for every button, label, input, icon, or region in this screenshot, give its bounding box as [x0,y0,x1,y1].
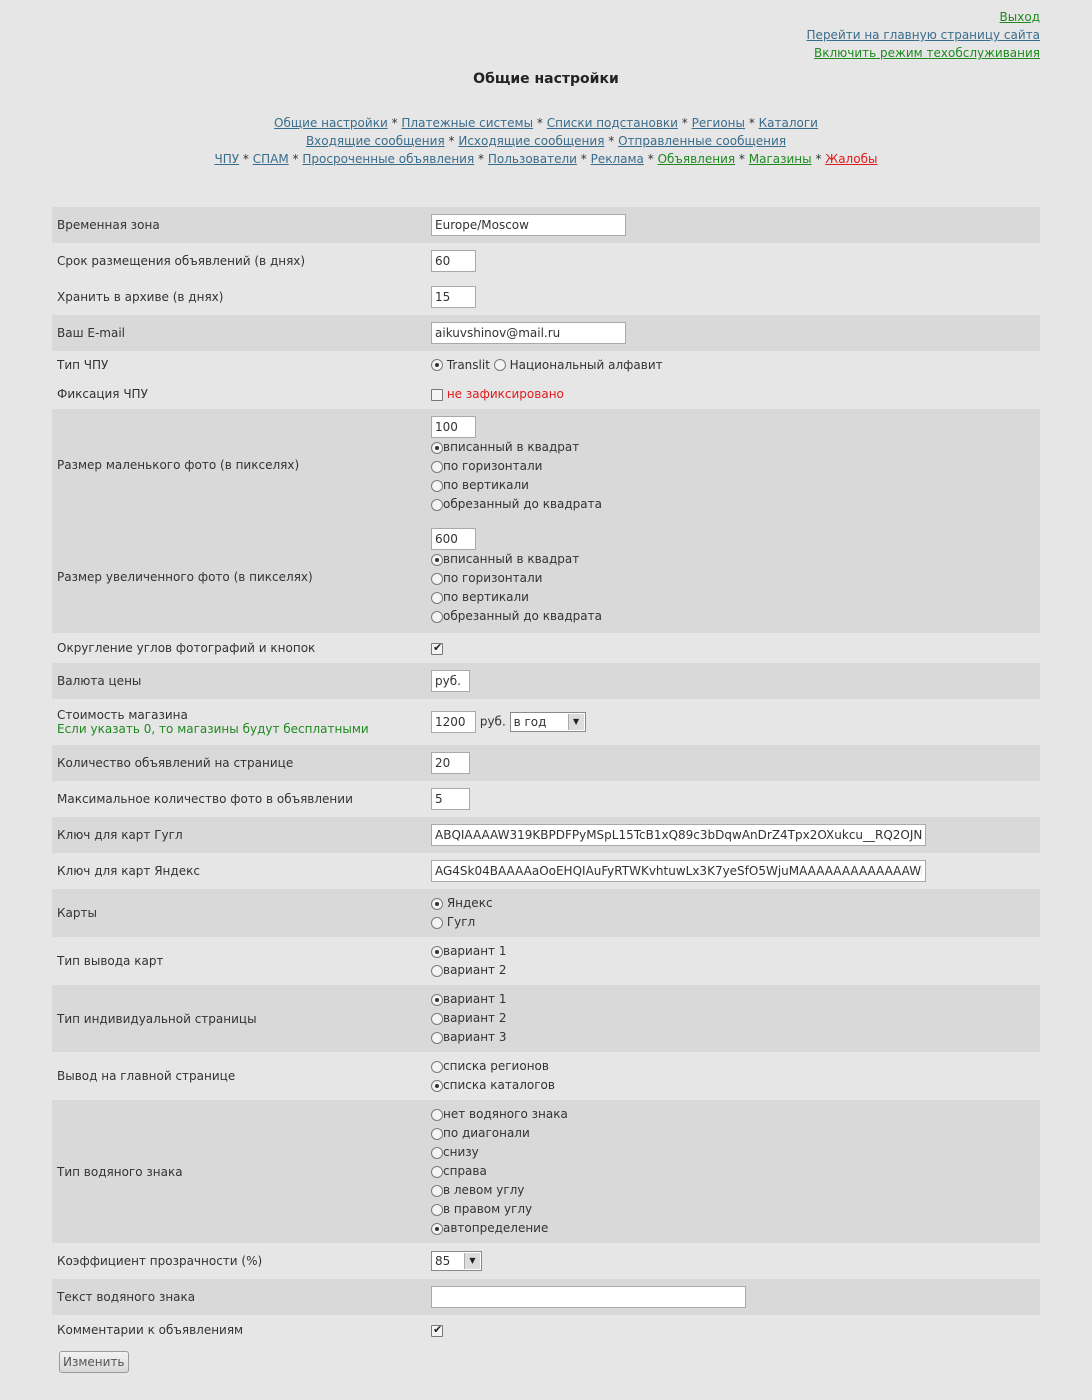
chpu-fix-status: не зафиксировано [446,387,564,401]
individual-page-2-radio[interactable] [431,1013,443,1025]
row-small-photo: Размер маленького фото (в пикселях) 100 вписанный в квадрат по горизонтали по вертикали обрезанный до квадрата [52,409,1040,521]
large-photo-crop-radio[interactable] [431,611,443,623]
small-photo-vert-radio[interactable] [431,480,443,492]
watermark-right-radio[interactable] [431,1166,443,1178]
currency-label: Валюта цены [52,663,426,699]
nav-shops[interactable]: Магазины [748,152,812,166]
row-max-photos [52,781,1040,817]
nav-catalogs[interactable]: Каталоги [758,116,818,130]
individual-page-1-radio[interactable] [431,994,443,1006]
chevron-down-icon: ▼ [568,714,584,730]
watermark-label: Тип водяного знака [52,1100,426,1243]
nav-incoming[interactable]: Входящие сообщения [305,134,445,148]
row-email [52,315,1040,351]
shop-cost-input[interactable] [431,711,476,733]
maps-yandex-radio[interactable] [431,898,443,910]
shop-period-select[interactable]: в год ▼ [510,712,586,732]
yandex-key-label: Ключ для карт Яндекс [52,853,426,889]
map-output-1-radio[interactable] [431,946,443,958]
maps-google-radio[interactable] [431,917,443,929]
individual-page-label: Тип индивидуальной страницы [52,985,426,1052]
page-title: Общие настройки [473,71,619,87]
chpu-fix-label: Фиксация ЧПУ [52,379,426,409]
watermark-text-label: Текст водяного знака [52,1279,426,1315]
nav-expired[interactable]: Просроченные объявления [302,152,475,166]
timezone-input[interactable] [431,214,626,236]
google-key-label: Ключ для карт Гугл [52,817,426,853]
logout-link[interactable]: Выход [999,10,1040,24]
watermark-right-corner-radio[interactable] [431,1204,443,1216]
chpu-translit-label: Translit [446,357,490,372]
chpu-national-label: Национальный алфавит [509,357,663,372]
opacity-label: Коэффициент прозрачности (%) [52,1243,426,1279]
settings-form [52,207,1040,1345]
home-output-regions-radio[interactable] [431,1061,443,1073]
nav-regions[interactable]: Регионы [691,116,745,130]
chpu-type-label: Тип ЧПУ [52,351,426,379]
row-ad-term [52,243,1040,279]
row-individual-page: Тип индивидуальной страницы вариант 1 вариант 2 вариант 3 [52,985,1040,1052]
home-output-catalogs-radio[interactable] [431,1080,443,1092]
nav-sent[interactable]: Отправленные сообщения [618,134,787,148]
nav-payments[interactable]: Платежные системы [401,116,534,130]
comments-checkbox[interactable] [431,1325,443,1337]
opacity-select[interactable]: 85 ▼ [431,1251,482,1271]
nav-row-3: ЧПУ * СПАМ * Просроченные объявления * Пользователи * Реклама * Объявления * Магазины * Жалобы [214,152,878,166]
rounded-label: Округление углов фотографий и кнопок [52,633,426,663]
nav-complaints[interactable]: Жалобы [825,152,878,166]
map-output-label: Тип вывода карт [52,937,426,985]
maintenance-link[interactable]: Включить режим техобслуживания [814,46,1040,60]
nav-lookup-lists[interactable]: Списки подстановки [546,116,678,130]
row-comments [52,1315,1040,1345]
small-photo-crop-radio[interactable] [431,499,443,511]
yandex-key-input[interactable] [431,860,926,882]
nav-row-1: Общие настройки * Платежные системы * Списки подстановки * Регионы * Каталоги [274,116,818,130]
nav-listings[interactable]: Объявления [657,152,736,166]
small-photo-horiz-radio[interactable] [431,461,443,473]
per-page-label: Количество объявлений на странице [52,745,426,781]
watermark-none-radio[interactable] [431,1109,443,1121]
maps-label: Карты [52,889,426,937]
row-watermark-text [52,1279,1040,1315]
row-large-photo: Размер увеличенного фото (в пикселях) 600 вписанный в квадрат по горизонтали по вертикали обрезанный до квадрата [52,521,1040,633]
top-links [807,8,1040,62]
chpu-translit-radio[interactable] [431,359,443,371]
row-rounded [52,633,1040,663]
row-map-output: Тип вывода карт вариант 1 вариант 2 [52,937,1040,985]
map-output-2-radio[interactable] [431,965,443,977]
row-chpu-fix [52,379,1040,409]
nav-ads[interactable]: Реклама [590,152,644,166]
rounded-checkbox[interactable] [431,643,443,655]
row-opacity [52,1243,1040,1279]
archive-label: Хранить в архиве (в днях) [52,279,426,315]
shop-cost-unit: руб. [479,714,506,729]
nav-spam[interactable]: СПАМ [252,152,289,166]
watermark-bottom-radio[interactable] [431,1147,443,1159]
email-label: Ваш E-mail [52,315,426,351]
row-watermark: Тип водяного знака нет водяного знака по диагонали снизу справа в левом углу в правом углу автопределение [52,1100,1040,1243]
chpu-national-radio[interactable] [494,359,506,371]
row-chpu-type [52,351,1040,379]
row-timezone [52,207,1040,243]
individual-page-3-radio[interactable] [431,1032,443,1044]
chevron-down-icon: ▼ [464,1253,480,1269]
max-photos-label: Максимальное количество фото в объявлении [52,781,426,817]
watermark-diagonal-radio[interactable] [431,1128,443,1140]
large-photo-vert-radio[interactable] [431,592,443,604]
nav-chpu[interactable]: ЧПУ [214,152,240,166]
small-photo-label: Размер маленького фото (в пикселях) [52,409,426,521]
archive-input[interactable] [431,286,476,308]
nav-general[interactable]: Общие настройки [274,116,388,130]
comments-label: Комментарии к объявлениям [52,1315,426,1345]
small-photo-input[interactable] [431,416,476,438]
home-link[interactable]: Перейти на главную страницу сайта [806,28,1040,42]
small-photo-fit-radio[interactable] [431,442,443,454]
nav-users[interactable]: Пользователи [487,152,577,166]
nav-outgoing[interactable]: Исходящие сообщения [458,134,605,148]
row-maps: Карты Яндекс Гугл [52,889,1040,937]
email-input[interactable] [431,322,626,344]
row-per-page [52,745,1040,781]
chpu-fix-checkbox[interactable] [431,389,443,401]
large-photo-input[interactable] [431,528,476,550]
ad-term-input[interactable] [431,250,476,272]
row-home-output: Вывод на главной странице списка регионов списка каталогов [52,1052,1040,1100]
timezone-label: Временная зона [52,207,426,243]
per-page-input[interactable] [431,752,470,774]
watermark-left-corner-radio[interactable] [431,1185,443,1197]
watermark-auto-radio[interactable] [431,1223,443,1235]
watermark-text-input[interactable] [431,1286,746,1308]
shop-cost-hint: Если указать 0, то магазины будут бесплатными [57,722,369,736]
submit-button[interactable]: Изменить [59,1351,129,1373]
row-yandex-key [52,853,1040,889]
large-photo-label: Размер увеличенного фото (в пикселях) [52,521,426,633]
max-photos-input[interactable] [431,788,470,810]
row-shop-cost [52,699,1040,745]
google-key-input[interactable] [431,824,926,846]
home-output-label: Вывод на главной странице [52,1052,426,1100]
row-currency [52,663,1040,699]
ad-term-label: Срок размещения объявлений (в днях) [52,243,426,279]
row-google-key [52,817,1040,853]
large-photo-horiz-radio[interactable] [431,573,443,585]
settings-nav [0,114,1092,168]
nav-row-2: Входящие сообщения * Исходящие сообщения * Отправленные сообщения [305,134,787,148]
shop-cost-label: Стоимость магазина [57,708,188,722]
large-photo-fit-radio[interactable] [431,554,443,566]
currency-input[interactable] [431,670,470,692]
row-archive [52,279,1040,315]
